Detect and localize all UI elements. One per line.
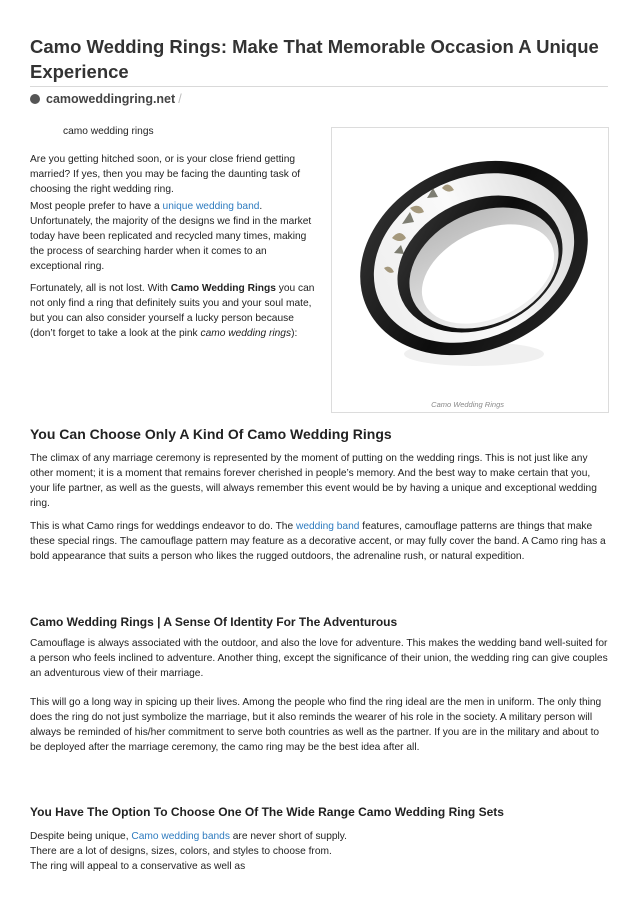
section2-paragraph-2 <box>30 695 608 755</box>
paragraph-text: you can not only find a ring that definitely suits you and your soul mate, but you can also consider yourself a lucky person because (don’t forget to take a look at the pink <box>30 283 315 339</box>
italic-keyword: camo wedding rings <box>200 328 292 339</box>
ring-image <box>332 128 608 412</box>
paragraph-text: This will go a long way in spicing up their lives. Among the people who find the ring ideal are the men in uniform. The only thing does the ring do not just symbolize the marriage, but it also reminds the wearer of his role in the society. A military person will always be reminded of his/her commitment to serve both countries as well as the partner. If you are in the military and about to be deployed after the marriage ceremony, the camo ring may be the best idea after all. <box>30 697 602 753</box>
site-icon <box>30 94 40 104</box>
breadcrumb-separator: / <box>178 92 182 106</box>
paragraph-text: Are you getting hitched soon, or is your close friend getting married? If yes, then you may be facing the daunting task of choosing the right wedding ring. <box>30 154 301 195</box>
paragraph-text: Fortunately, all is not lost. With <box>30 283 171 294</box>
source-row <box>30 86 608 110</box>
paragraph-text: . Unfortunately, the majority of the designs we find in the market today have been replicated and recycled many times, making the process of searching harder when it comes to an exceptional ring. <box>30 201 312 272</box>
source-link[interactable]: camoweddingring.net <box>46 92 176 106</box>
wedding-band-link[interactable]: wedding band <box>295 521 360 532</box>
paragraph-text: features, camouflage patterns are things that make these special rings. The camouflage pattern may feature as a decorative accent, or may fully cover the band. A Camo ring has a bold appearance that suits a person who likes the rugged outdoors, the adrenaline rush, or natural expedition. <box>30 521 606 562</box>
unique-wedding-band-link[interactable]: unique wedding band <box>162 201 260 212</box>
paragraph-text: Most people prefer to have a <box>30 201 163 212</box>
paragraph-text: Despite being unique, <box>30 831 132 842</box>
section1-paragraph-1 <box>30 451 608 511</box>
section1-paragraph-2 <box>30 519 608 564</box>
section3-paragraph-1 <box>30 829 350 874</box>
intro-paragraph-3 <box>30 281 315 341</box>
page-title: Camo Wedding Rings: Make That Memorable Occasion A Unique Experience <box>30 36 599 82</box>
ring-figure <box>331 127 609 413</box>
section-heading-identity: Camo Wedding Rings | A Sense Of Identity For The Adventurous <box>30 615 398 629</box>
intro-paragraph-2 <box>30 199 315 274</box>
paragraph-text: ): <box>291 328 298 339</box>
camo-wedding-bands-link[interactable]: Camo wedding bands <box>131 831 230 842</box>
bold-keyword: Camo Wedding Rings <box>170 283 276 294</box>
intro-label: camo wedding rings <box>63 126 154 137</box>
section-heading-sets: You Have The Option To Choose One Of The Wide Range Camo Wedding Ring Sets <box>30 805 504 819</box>
intro-paragraph-1 <box>30 152 315 197</box>
figure-caption: Camo Wedding Rings <box>431 400 504 409</box>
paragraph-text: This is what Camo rings for weddings endeavor to do. The <box>30 521 296 532</box>
paragraph-text: are never short of supply. There are a lot of designs, sizes, colors, and styles to choose from. The ring will appeal to a conservative as well as <box>30 831 347 872</box>
section2-paragraph-1 <box>30 636 608 681</box>
paragraph-text: The climax of any marriage ceremony is represented by the moment of putting on the wedding rings. This is not just like any other moment; it is a moment that remains forever cherished in people’s memory. And the best way to make certain that you, your life partner, as well as the guests, will always remember this event would be by having a unique and exceptional wedding ring. <box>30 453 597 509</box>
section-heading-choose: You Can Choose Only A Kind Of Camo Wedding Rings <box>30 426 392 442</box>
paragraph-text: Camouflage is always associated with the outdoor, and also the love for adventure. This makes the wedding band well-suited for a person who feels inclined to adventure. Another thing, except the significance of their union, the wedding ring can give couples an adventurous view of their marriage. <box>30 638 608 679</box>
